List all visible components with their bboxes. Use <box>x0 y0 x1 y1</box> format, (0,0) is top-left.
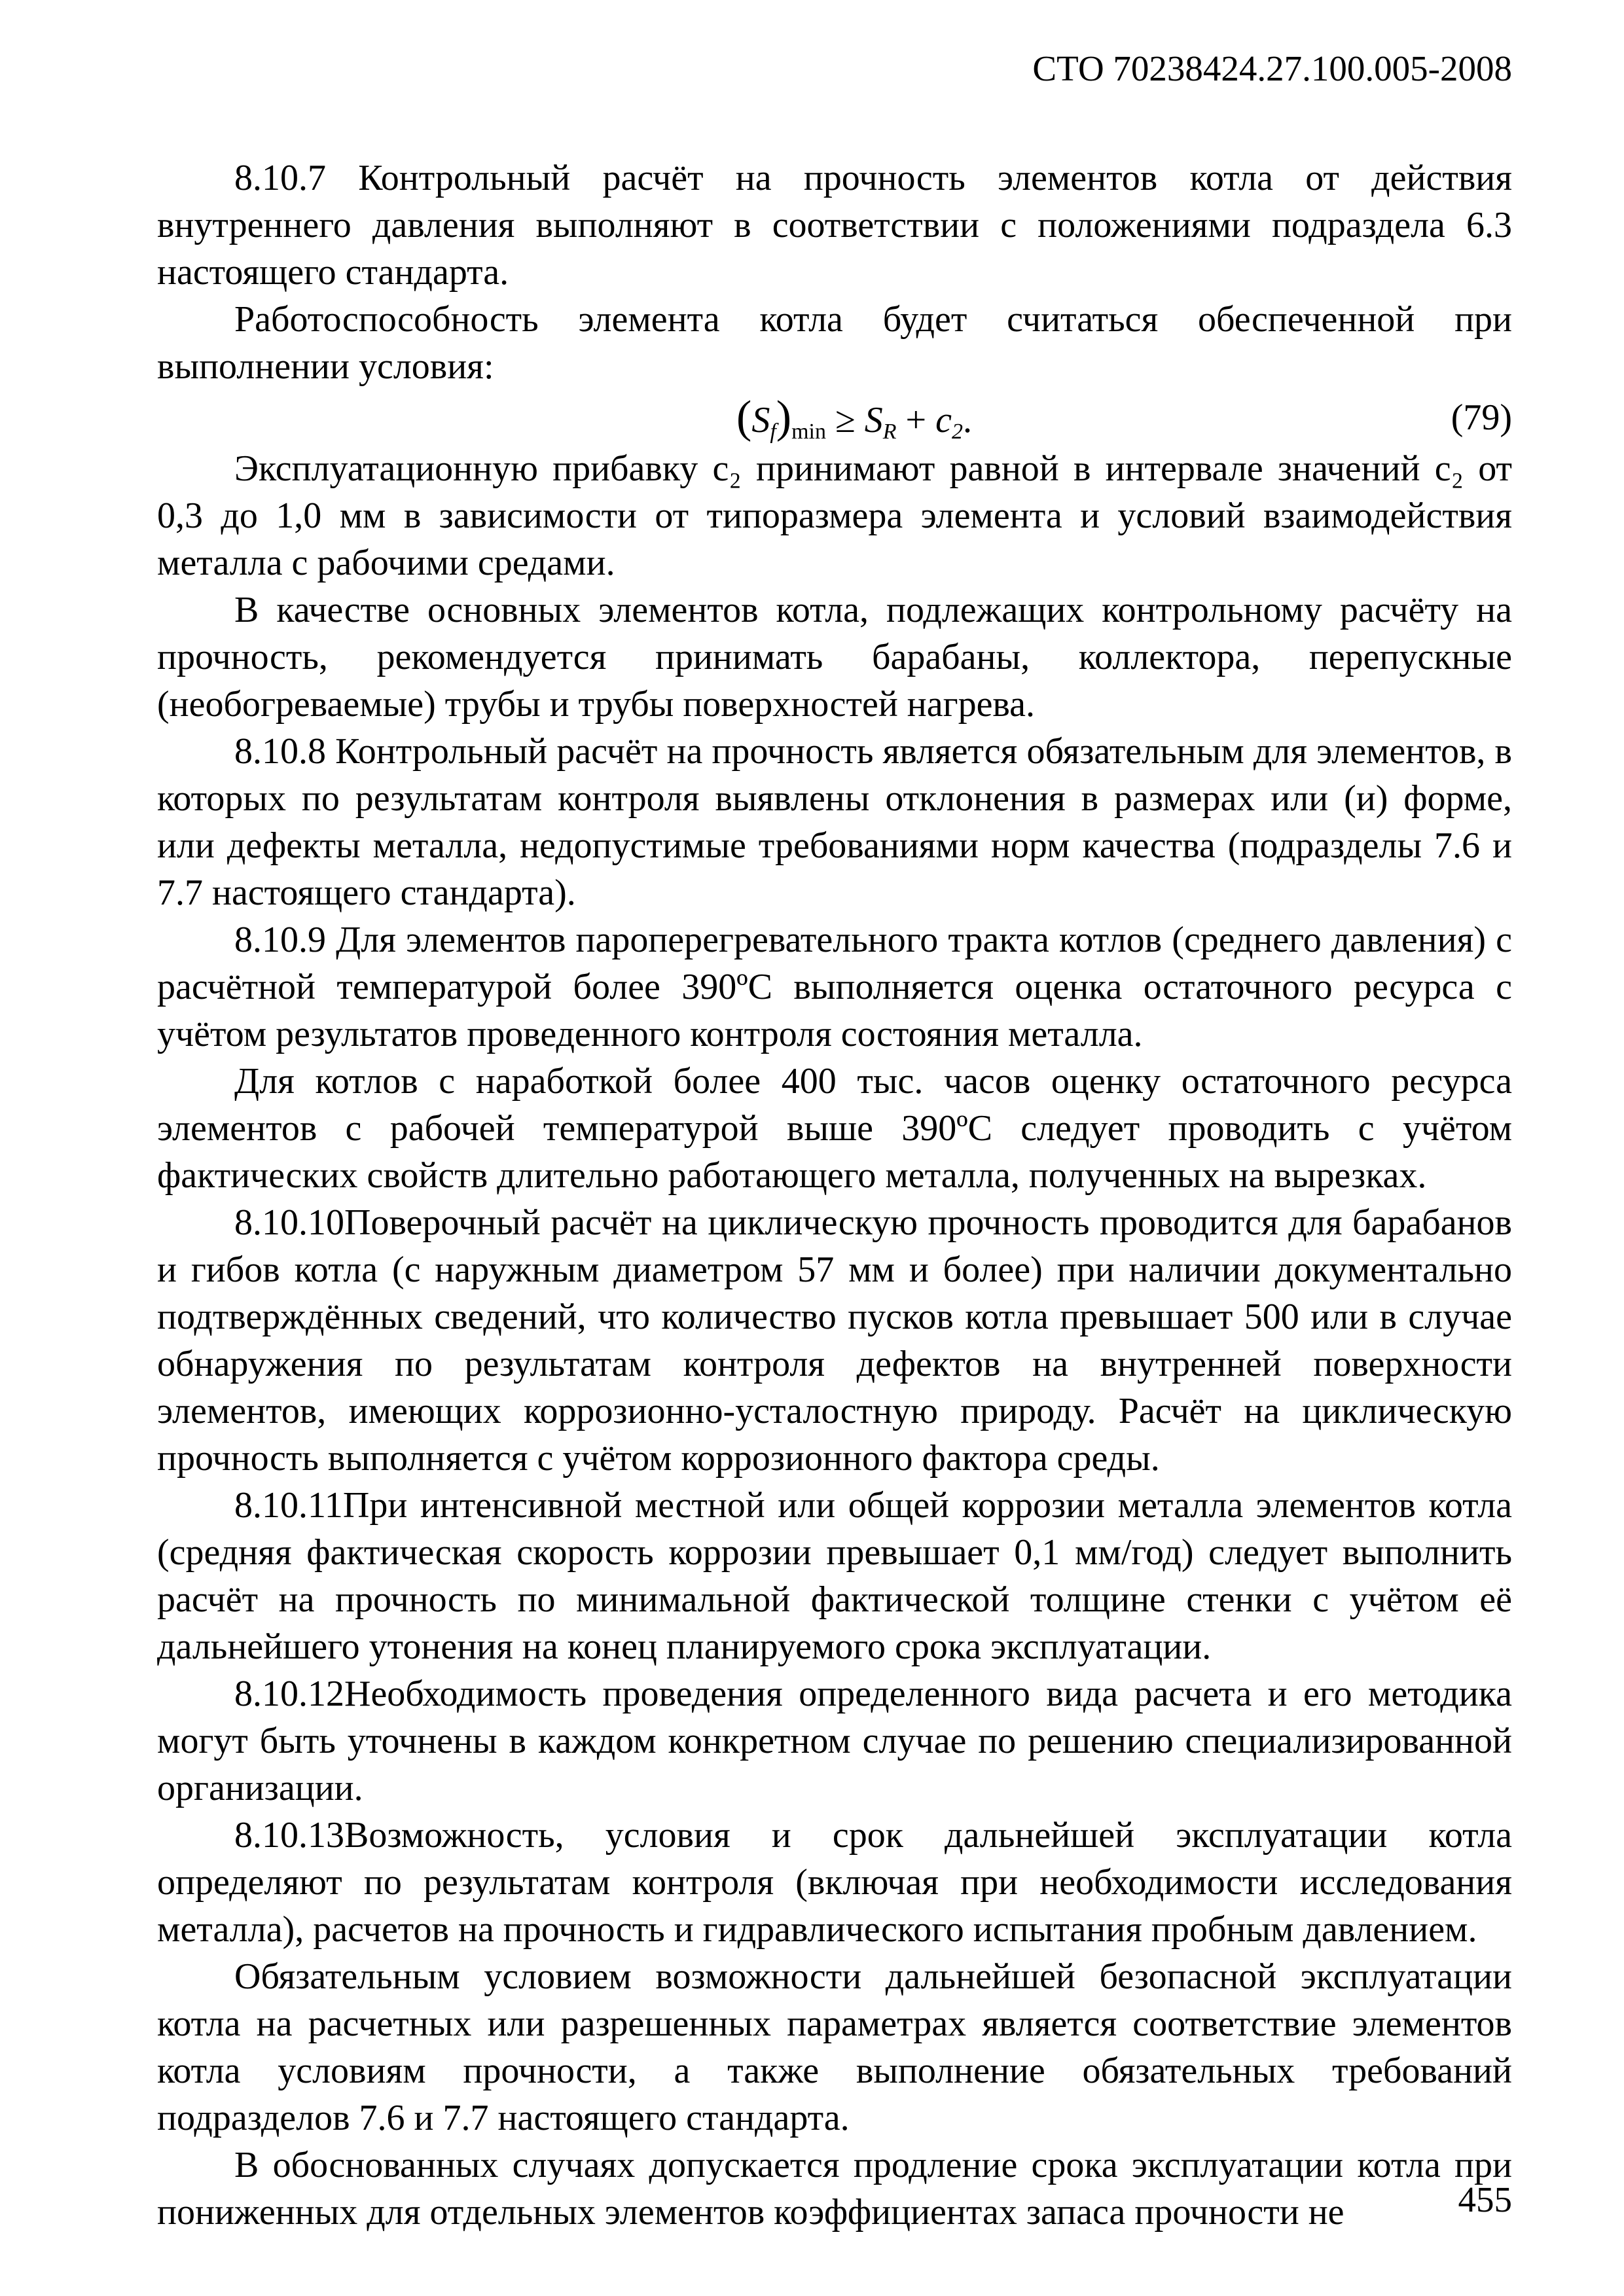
document-code-header: СТО 70238424.27.100.005-2008 <box>1032 48 1512 88</box>
formula-number: (79) <box>1451 397 1512 438</box>
paragraph-allowance-c2: Эксплуатационную прибавку c₂ принимают равной в интервале значений c₂ от 0,3 до 1,0 мм в зависимости от типоразмера элемента и условий взаимодействия металла с рабочими средами. <box>157 448 1512 583</box>
paragraph-8-10-10: 8.10.10Поверочный расчёт на циклическую прочность проводится для барабанов и гибов котла (с наружным диаметром 57 мм и более) при наличии документально подтверждённых сведений, что количество пусков котла превышает 500 или в случае обнаружения по результатам контроля дефектов на внутренней поверхности элементов, имеющих коррозионно-усталостную природу. Расчёт на циклическую прочность выполняется с учётом коррозионного фактора среды. <box>157 1202 1512 1479</box>
paragraph-mandatory-condition: Обязательным условием возможности дальнейшей безопасной эксплуатации котла на расчетных или разрешенных параметрах является соответствие элементов котла условиям прочности, а также выполнение обязательных требований подразделов 7.6 и 7.7 настоящего стандарта. <box>157 1956 1512 2138</box>
paragraph-8-10-11: 8.10.11При интенсивной местной или общей коррозии металла элементов котла (средняя фактическая скорость коррозии превышает 0,1 мм/год) следует выполнить расчёт на прочность по минимальной фактической толщине стенки с учётом её дальнейшего утонения на конец планируемого срока эксплуатации. <box>157 1485 1512 1667</box>
paragraph-operating-hours: Для котлов с наработкой более 400 тыс. часов оценку остаточного ресурса элементов с рабочей температурой выше 390ºС следует проводить с учётом фактических свойств длительно работающего металла, полученных на вырезках. <box>157 1061 1512 1196</box>
page-number: 455 <box>1458 2179 1512 2219</box>
paragraph-8-10-9: 8.10.9 Для элементов пароперегревательного тракта котлов (среднего давления) с расчётной температурой более 390ºС выполняется оценка остаточного ресурса с учётом результатов проведенного контроля состояния металла. <box>157 920 1512 1054</box>
formula-expression: $(S_f)_{min} \ge S_R + c_2$. <box>736 392 972 444</box>
document-body <box>157 154 1512 2236</box>
paragraph-main-elements: В качестве основных элементов котла, подлежащих контрольному расчёту на прочность, рекомендуется принимать барабаны, коллектора, перепускные (необогреваемые) трубы и трубы поверхностей нагрева. <box>157 590 1512 725</box>
paragraph-8-10-13: 8.10.13Возможность, условия и срок дальнейшей эксплуатации котла определяют по результатам контроля (включая при необходимости исследования металла), расчетов на прочность и гидравлического испытания пробным давлением. <box>157 1815 1512 1950</box>
paragraph-justified-cases: В обоснованных случаях допускается продление срока эксплуатации котла при пониженных для отдельных элементов коэффициентах запаса прочности не <box>157 2145 1512 2233</box>
paragraph-8-10-7: 8.10.7 Контрольный расчёт на прочность элементов котла от действия внутреннего давления выполняют в соответствии с положениями подраздела 6.3 настоящего стандарта. <box>157 158 1512 293</box>
paragraph-operability: Работоспособность элемента котла будет считаться обеспеченной при выполнении условия: <box>157 299 1512 387</box>
formula-79 <box>157 390 1512 445</box>
paragraph-8-10-12: 8.10.12Необходимость проведения определенного вида расчета и его методика могут быть уточнены в каждом конкретном случае по решению специализированной организации. <box>157 1674 1512 1808</box>
paragraph-8-10-8: 8.10.8 Контрольный расчёт на прочность является обязательным для элементов, в которых по результатам контроля выявлены отклонения в размерах или (и) форме, или дефекты металла, недопустимые требованиями норм качества (подразделы 7.6 и 7.7 настоящего стандарта). <box>157 731 1512 913</box>
